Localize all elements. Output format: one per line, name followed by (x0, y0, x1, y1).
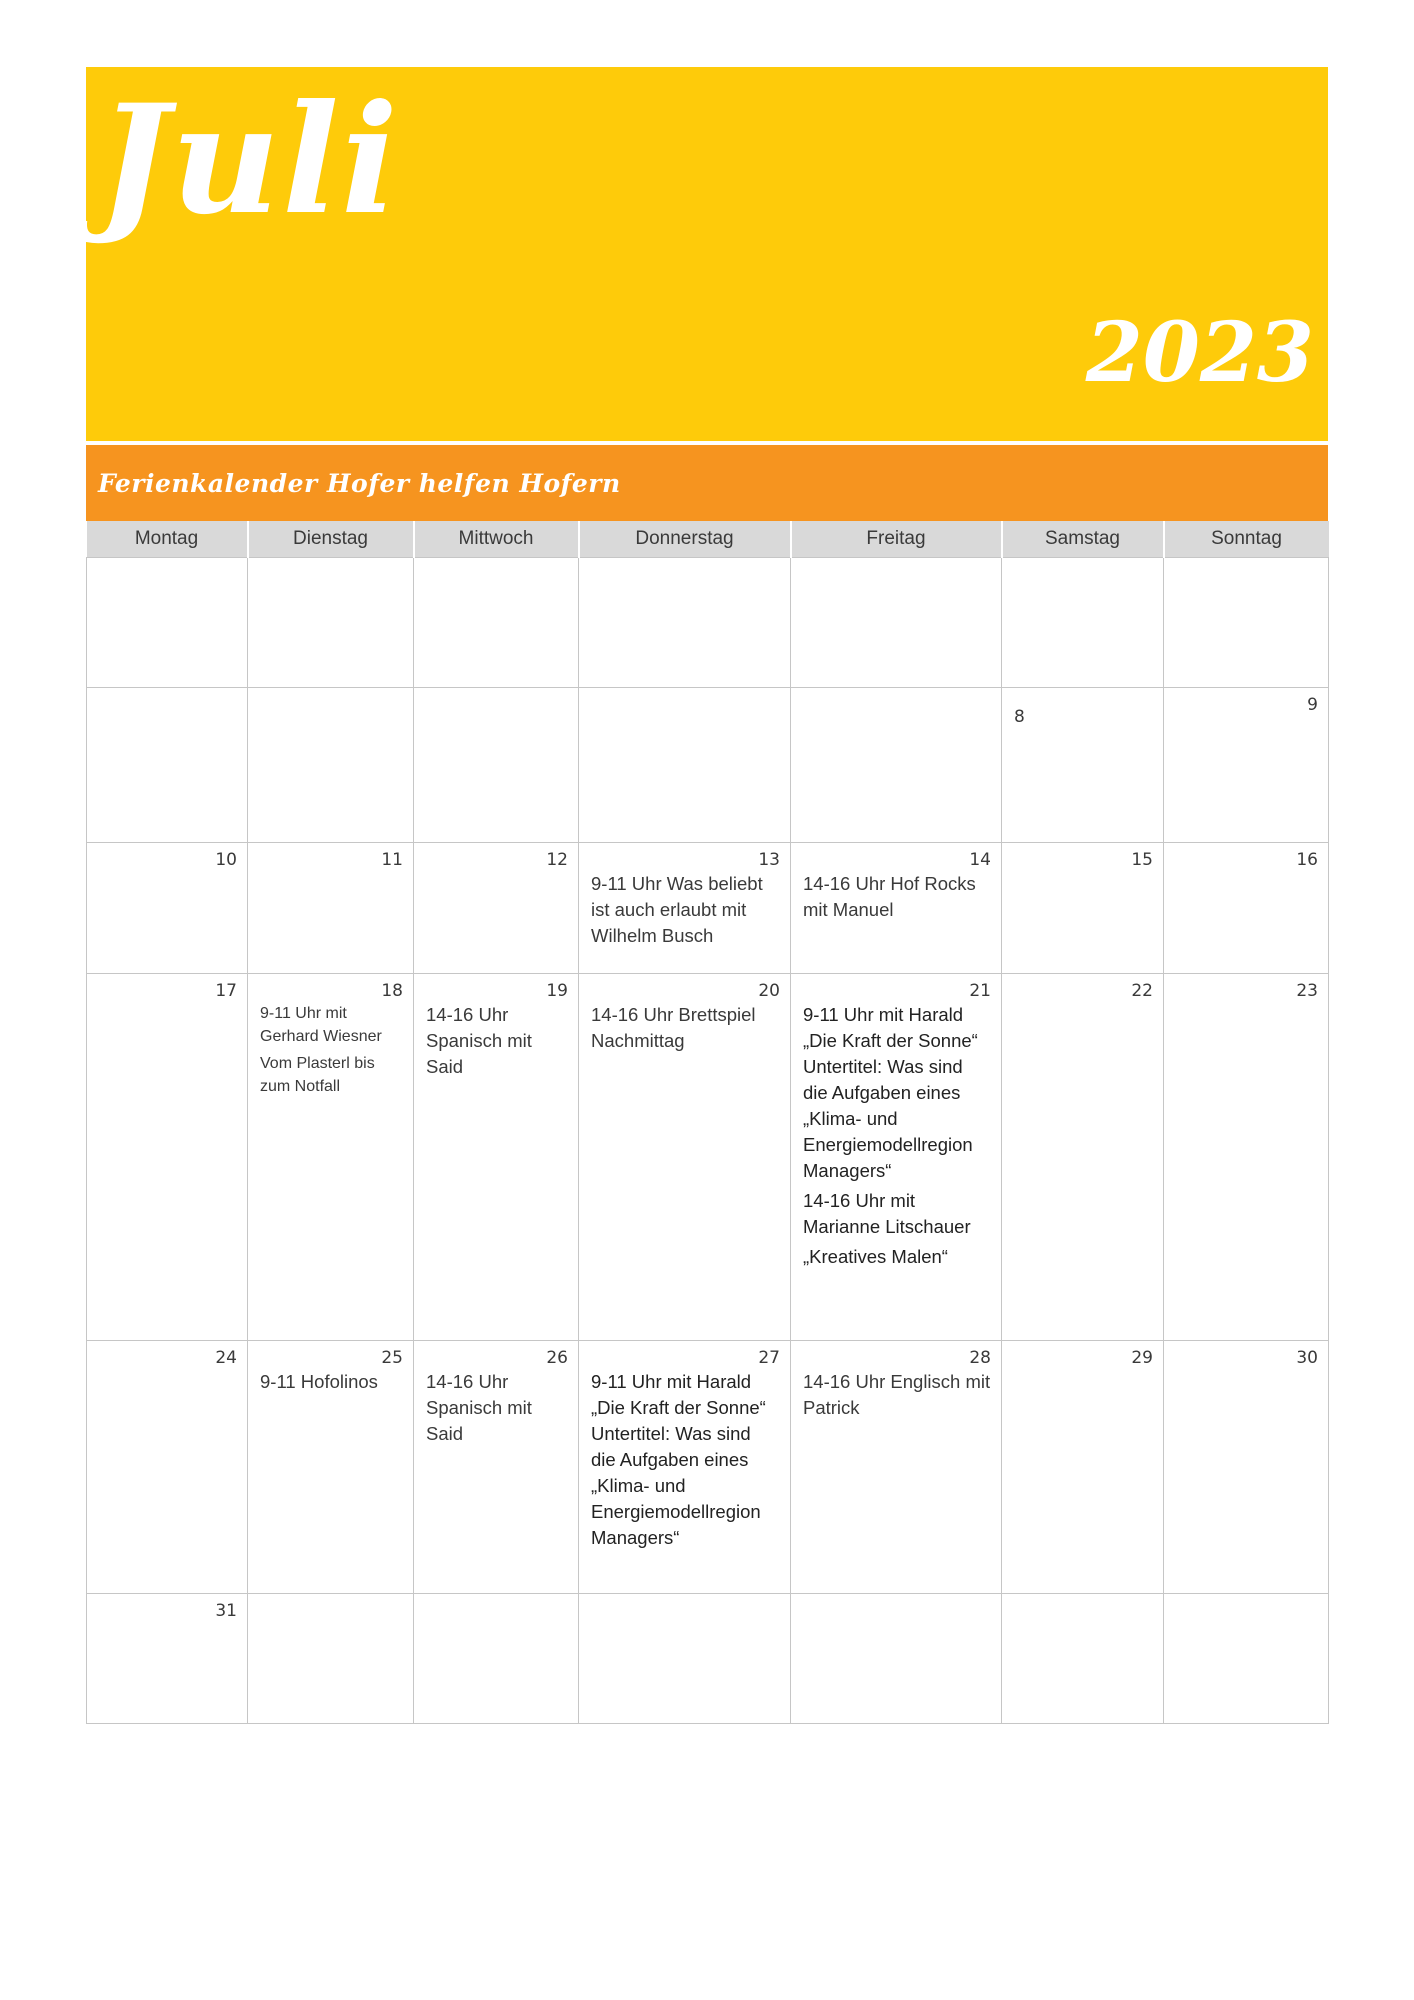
weekday-header: Mittwoch (414, 521, 579, 558)
day-cell-empty (1002, 1594, 1164, 1724)
day-cell-empty (414, 1594, 579, 1724)
day-cell-empty (579, 688, 791, 843)
week-row (87, 843, 1329, 974)
day-cell (248, 843, 414, 974)
day-cell (1164, 1341, 1329, 1594)
event-text: 14-16 Uhr mit Marianne Litschauer (803, 1190, 971, 1237)
day-number: 23 (1296, 981, 1318, 1001)
weekday-header: Montag (87, 521, 248, 558)
day-cell-empty (248, 1594, 414, 1724)
day-cell (1164, 688, 1329, 843)
day-cell (791, 974, 1002, 1341)
day-number: 15 (1131, 850, 1153, 870)
event-text: 14-16 Uhr Hof Rocks mit Manuel (803, 873, 976, 920)
event-text: Vom Plasterl bis zum Notfall (260, 1055, 375, 1095)
day-cell (248, 1341, 414, 1594)
day-cell-empty (1164, 1594, 1329, 1724)
day-number: 19 (546, 981, 568, 1001)
event-text: 9-11 Uhr Was beliebt ist auch erlaubt mit Wilhelm Busch (591, 873, 763, 946)
week-row (87, 688, 1329, 843)
day-cell (414, 1341, 579, 1594)
day-cell (1002, 1341, 1164, 1594)
day-cell-empty (414, 688, 579, 843)
event-text: 14-16 Uhr Englisch mit Patrick (803, 1371, 991, 1418)
day-cell (791, 843, 1002, 974)
day-cell (791, 1341, 1002, 1594)
calendar-page (86, 67, 1328, 1724)
day-cell (579, 974, 791, 1341)
subtitle-banner (86, 445, 1328, 521)
month-title: Juli (98, 72, 400, 248)
day-number: 30 (1296, 1348, 1318, 1368)
day-cell-empty (87, 688, 248, 843)
weekday-header: Freitag (791, 521, 1002, 558)
calendar-grid (86, 521, 1329, 1724)
event-text: „Kreatives Malen“ (803, 1246, 948, 1267)
week-row (87, 1341, 1329, 1594)
year-title: 2023 (1085, 305, 1314, 401)
day-number: 31 (215, 1601, 237, 1621)
day-number: 9 (1307, 695, 1318, 715)
weekday-header: Dienstag (248, 521, 414, 558)
day-number: 10 (215, 850, 237, 870)
day-cell (87, 1341, 248, 1594)
day-cell (1002, 974, 1164, 1341)
event-text: 9-11 Uhr mit Harald „Die Kraft der Sonne“ Untertitel: Was sind die Aufgaben eines „Klima- und Energiemodellregion Managers“ (591, 1371, 766, 1548)
week-row (87, 974, 1329, 1341)
weekday-header: Sonntag (1164, 521, 1329, 558)
day-number: 16 (1296, 850, 1318, 870)
day-cell (87, 1594, 248, 1724)
day-number: 28 (969, 1348, 991, 1368)
event-text: 9-11 Uhr mit Harald „Die Kraft der Sonne“ Untertitel: Was sind die Aufgaben eines „Klima- und Energiemodellregion Managers“ (803, 1004, 978, 1181)
calendar-subtitle: Ferienkalender Hofer helfen Hofern (98, 468, 621, 498)
day-number: 8 (1014, 707, 1025, 727)
day-number: 17 (215, 981, 237, 1001)
day-cell-empty (791, 1594, 1002, 1724)
weekday-header: Donnerstag (579, 521, 791, 558)
day-cell-empty (1002, 558, 1164, 688)
day-number: 13 (758, 850, 780, 870)
day-cell (414, 843, 579, 974)
day-cell-empty (579, 558, 791, 688)
event-text: 9-11 Uhr mit Gerhard Wiesner (260, 1005, 382, 1045)
day-number: 22 (1131, 981, 1153, 1001)
day-number: 18 (381, 981, 403, 1001)
day-number: 20 (758, 981, 780, 1001)
day-cell (1002, 688, 1164, 843)
day-cell (414, 974, 579, 1341)
day-number: 25 (381, 1348, 403, 1368)
day-cell (87, 843, 248, 974)
day-cell (579, 1341, 791, 1594)
day-cell-empty (87, 558, 248, 688)
day-number: 12 (546, 850, 568, 870)
day-number: 26 (546, 1348, 568, 1368)
weekday-header-row (87, 521, 1329, 558)
event-text: 14-16 Uhr Brettspiel Nachmittag (591, 1004, 756, 1051)
day-cell-empty (1164, 558, 1329, 688)
day-number: 29 (1131, 1348, 1153, 1368)
day-cell (579, 843, 791, 974)
day-cell (87, 974, 248, 1341)
day-cell-empty (579, 1594, 791, 1724)
day-cell-empty (791, 688, 1002, 843)
weekday-header: Samstag (1002, 521, 1164, 558)
day-cell (1002, 843, 1164, 974)
week-row (87, 1594, 1329, 1724)
month-banner (86, 67, 1328, 441)
event-text: 14-16 Uhr Spanisch mit Said (426, 1004, 532, 1077)
event-text: 14-16 Uhr Spanisch mit Said (426, 1371, 532, 1444)
day-cell (1164, 843, 1329, 974)
day-number: 11 (381, 850, 403, 870)
event-text: 9-11 Hofolinos (260, 1371, 378, 1392)
day-cell (248, 974, 414, 1341)
day-number: 24 (215, 1348, 237, 1368)
day-cell-empty (248, 558, 414, 688)
day-cell-empty (248, 688, 414, 843)
day-number: 21 (969, 981, 991, 1001)
week-row (87, 558, 1329, 688)
day-cell (1164, 974, 1329, 1341)
day-cell-empty (414, 558, 579, 688)
day-number: 27 (758, 1348, 780, 1368)
day-number: 14 (969, 850, 991, 870)
day-cell-empty (791, 558, 1002, 688)
